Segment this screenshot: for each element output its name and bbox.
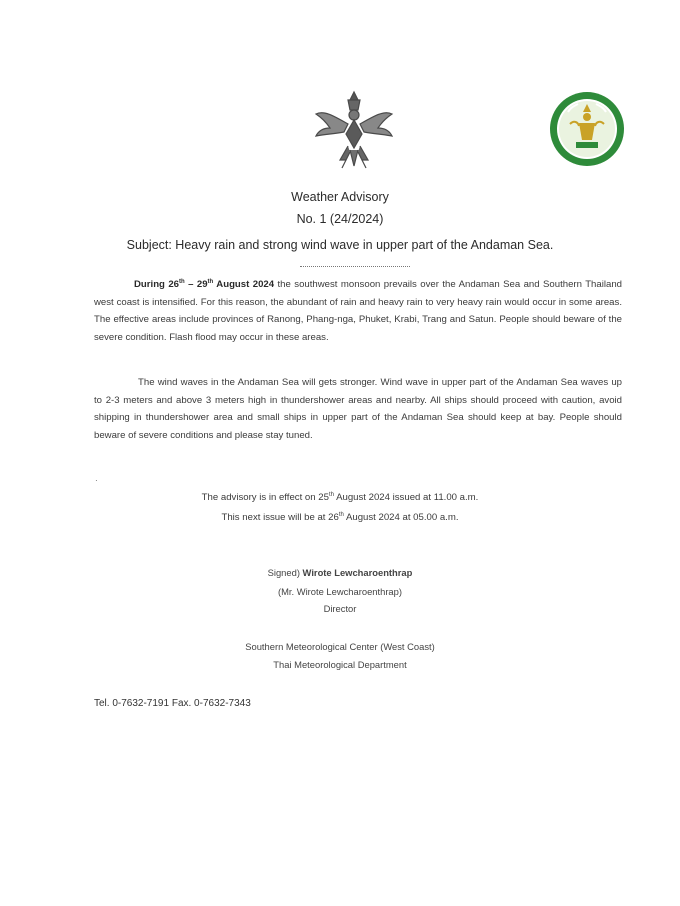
signature-line xyxy=(0,567,680,578)
date-end: – 29 xyxy=(184,279,208,290)
department-name: Thai Meteorological Department xyxy=(273,659,407,670)
effect-line xyxy=(0,492,680,503)
paragraph-rain-date xyxy=(134,279,274,290)
next-issue-line xyxy=(0,512,680,523)
advisory-subject: Subject: Heavy rain and strong wind wave in upper part of the Andaman Sea. xyxy=(126,238,554,252)
date-month: August 2024 xyxy=(213,279,275,290)
department-seal-icon xyxy=(548,90,626,168)
signatory-position: Director xyxy=(323,603,357,614)
effect-suffix: th xyxy=(328,491,334,498)
signatory-full-name: (Mr. Wirote Lewcharoenthrap) xyxy=(277,586,402,597)
advisory-title: Weather Advisory xyxy=(291,190,389,204)
effect-text-a: The advisory is in effect on 25 xyxy=(201,492,329,503)
stray-mark: · xyxy=(95,476,98,485)
signed-name: Wirote Lewcharoenthrap xyxy=(302,567,413,578)
subject-divider xyxy=(300,266,410,267)
garuda-emblem-icon xyxy=(312,88,396,172)
date-start: During 26 xyxy=(134,279,180,290)
next-issue-text-a: This next issue will be at 26 xyxy=(221,512,339,523)
organization-name: Southern Meteorological Center (West Coast) xyxy=(245,641,435,652)
paragraph-rain-text: the southwest monsoon prevails over the Andaman Sea and Southern Thailand west coast is intensified. For this reason, the abundant of rain and heavy rain to very heavy rain would occur in some areas. The effective areas include provinces of Ranong, Phang-nga, Phuket, Krabi, Trang and Satun. People should beware of the severe condition. Flash flood may occur in these areas. xyxy=(94,279,622,343)
contact-line: Tel. 0-7632-7191 Fax. 0-7632-7343 xyxy=(94,698,251,709)
paragraph-wind-wave: The wind waves in the Andaman Sea will gets stronger. Wind wave in upper part of the Andaman Sea waves up to 2-3 meters and above 3 meters high in thundershower areas and nearby. All ships should proceed with caution, avoid shipping in thundershower area and small ships in upper part of the Andaman Sea should keep at bay. People should beware of severe conditions and please stay tuned. xyxy=(94,377,622,441)
date-start-suffix: th xyxy=(179,278,185,285)
advisory-number: No. 1 (24/2024) xyxy=(296,212,384,226)
paragraph-rain xyxy=(94,276,622,346)
date-end-suffix: th xyxy=(207,278,214,285)
effect-text-b: August 2024 issued at 11.00 a.m. xyxy=(333,492,479,503)
next-issue-suffix: th xyxy=(338,511,344,518)
signed-prefix: Signed) xyxy=(267,567,303,578)
next-issue-text-b: August 2024 at 05.00 a.m. xyxy=(343,512,459,523)
